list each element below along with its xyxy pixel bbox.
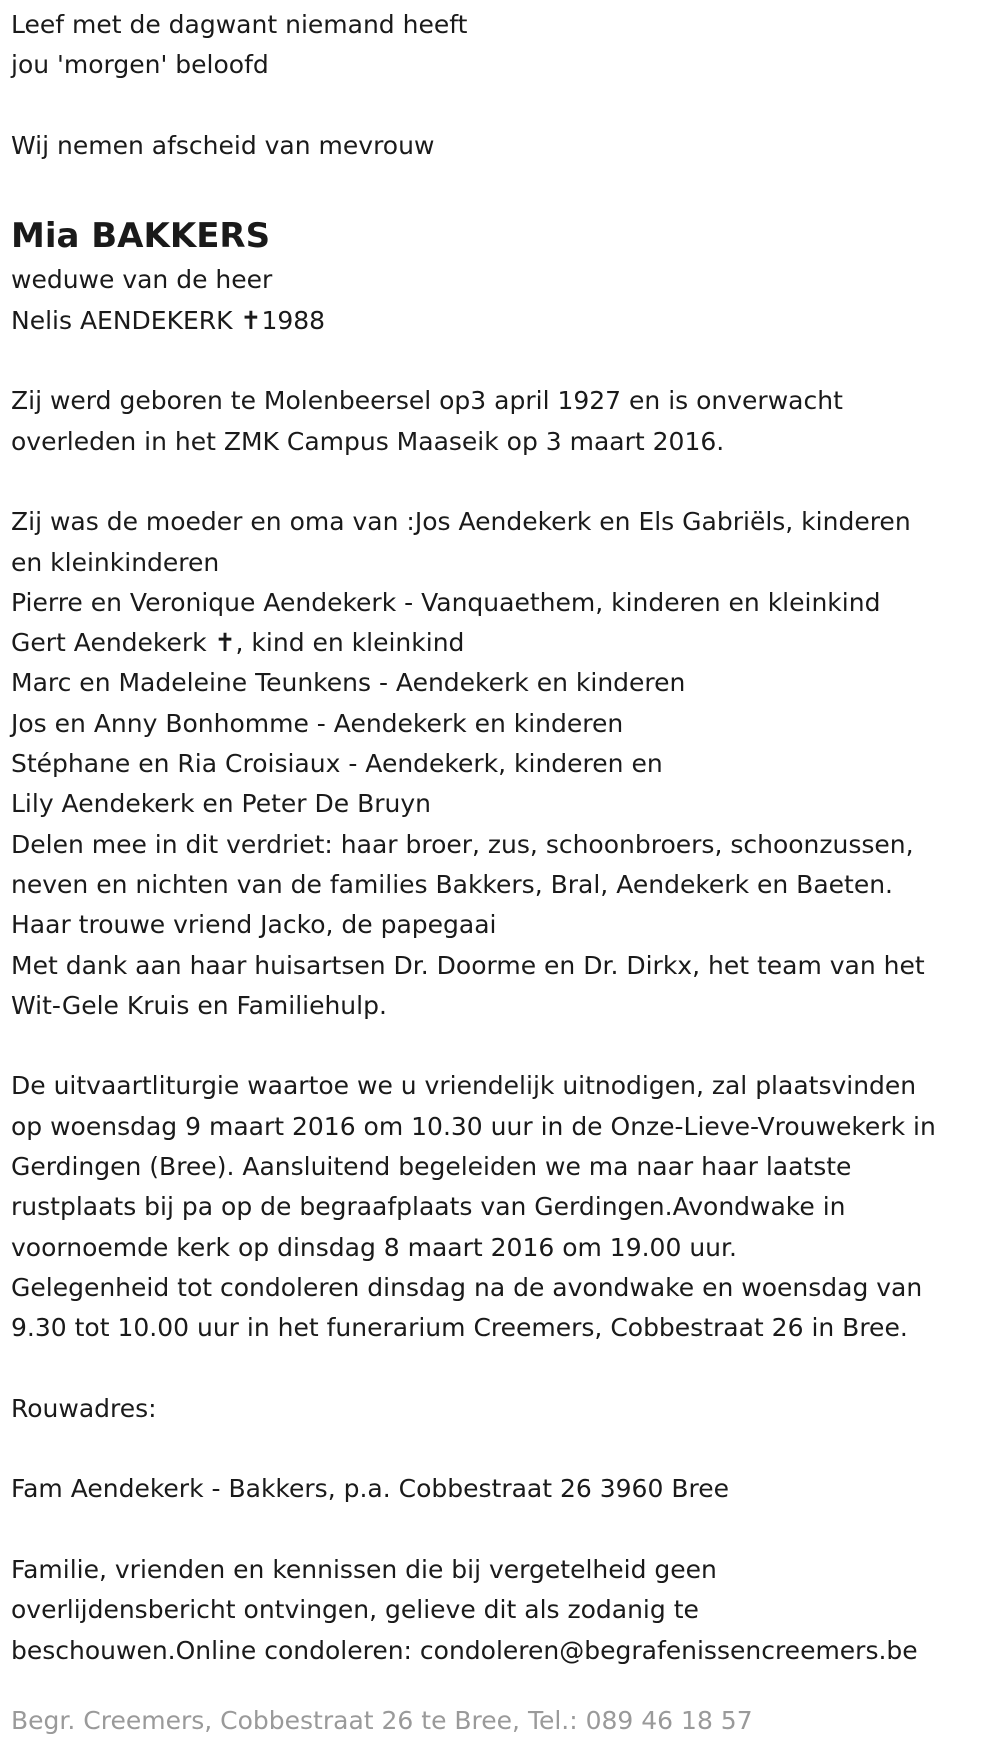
family-line: Pierre en Veronique Aendekerk - Vanquaethem, kinderen en kleinkind: [11, 587, 881, 617]
family-line: en kleinkinderen: [11, 547, 220, 577]
spacer: [11, 462, 996, 502]
family-line: Met dank aan haar huisartsen Dr. Doorme en Dr. Dirkx, het team van het: [11, 950, 925, 980]
paragraph-line: Zij werd geboren te Molenbeersel op3 april 1927 en is onverwacht: [11, 386, 843, 416]
funeral-line: rustplaats bij pa op de begraafplaats van Gerdingen.Avondwake in: [11, 1192, 846, 1222]
family-line: Jos en Anny Bonhomme - Aendekerk en kinderen: [11, 708, 624, 738]
spacer: [11, 1349, 996, 1389]
family-line: Marc en Madeleine Teunkens - Aendekerk en kinderen: [11, 668, 686, 698]
mourning-address-label: Rouwadres:: [11, 1393, 157, 1423]
funeral-line: Gerdingen (Bree). Aansluitend begeleiden we ma naar haar laatste: [11, 1152, 852, 1182]
family-line: Lily Aendekerk en Peter De Bruyn: [11, 789, 432, 819]
closing-line: overlijdensbericht ontvingen, gelieve dit als zodanig te: [11, 1595, 699, 1625]
funeral-paragraph: [11, 1066, 996, 1348]
funeral-home-footer: Begr. Creemers, Cobbestraat 26 te Bree, Tel.: 089 46 18 57: [11, 1706, 753, 1735]
spacer: [11, 86, 996, 126]
deceased-name: Mia BAKKERS: [11, 216, 271, 257]
funeral-line: voornoemde kerk op dinsdag 8 maart 2016 om 19.00 uur.: [11, 1232, 737, 1262]
spacer: [11, 1429, 996, 1469]
closing-line: Familie, vrienden en kennissen die bij vergetelheid geen: [11, 1554, 717, 1584]
closing-line: beschouwen.Online condoleren: condoleren@begrafenissencreemers.be: [11, 1635, 918, 1665]
family-paragraph: [11, 502, 996, 1026]
death-notice: [11, 5, 996, 1671]
spacer: [11, 1026, 996, 1066]
spacer: [11, 1510, 996, 1550]
intro-text: Wij nemen afscheid van mevrouw: [11, 130, 435, 160]
widow-of-line: weduwe van de heer: [11, 265, 273, 295]
funeral-line: 9.30 tot 10.00 uur in het funerarium Creemers, Cobbestraat 26 in Bree.: [11, 1313, 908, 1343]
spacer: [11, 341, 996, 381]
paragraph-line: overleden in het ZMK Campus Maaseik op 3 maart 2016.: [11, 426, 725, 456]
motto-line: Leef met de dagwant niemand heeft: [11, 10, 468, 39]
family-line: Gert Aendekerk ✝, kind en kleinkind: [11, 628, 465, 658]
family-line: Delen mee in dit verdriet: haar broer, zus, schoonbroers, schoonzussen,: [11, 829, 914, 859]
family-line: Wit-Gele Kruis en Familiehulp.: [11, 990, 387, 1020]
mourning-address: Fam Aendekerk - Bakkers, p.a. Cobbestraat 26 3960 Bree: [11, 1474, 729, 1504]
family-line: Haar trouwe vriend Jacko, de papegaai: [11, 910, 497, 940]
funeral-line: Gelegenheid tot condoleren dinsdag na de avondwake en woensdag van: [11, 1272, 923, 1302]
closing-paragraph: [11, 1550, 996, 1671]
funeral-line: De uitvaartliturgie waartoe we u vriendelijk uitnodigen, zal plaatsvinden: [11, 1071, 917, 1101]
family-line: Stéphane en Ria Croisiaux - Aendekerk, kinderen en: [11, 749, 663, 779]
motto: [11, 5, 996, 86]
motto-line: jou 'morgen' beloofd: [11, 50, 269, 80]
family-line: neven en nichten van de families Bakkers, Bral, Aendekerk en Baeten.: [11, 869, 893, 899]
funeral-line: op woensdag 9 maart 2016 om 10.30 uur in de Onze-Lieve-Vrouwekerk in: [11, 1111, 936, 1141]
widow-of-line: Nelis AENDEKERK ✝1988: [11, 305, 326, 335]
spacer: [11, 166, 996, 206]
widow-of: [11, 260, 996, 341]
family-line: Zij was de moeder en oma van :Jos Aendekerk en Els Gabriëls, kinderen: [11, 507, 911, 537]
birth-death-paragraph: [11, 381, 996, 462]
